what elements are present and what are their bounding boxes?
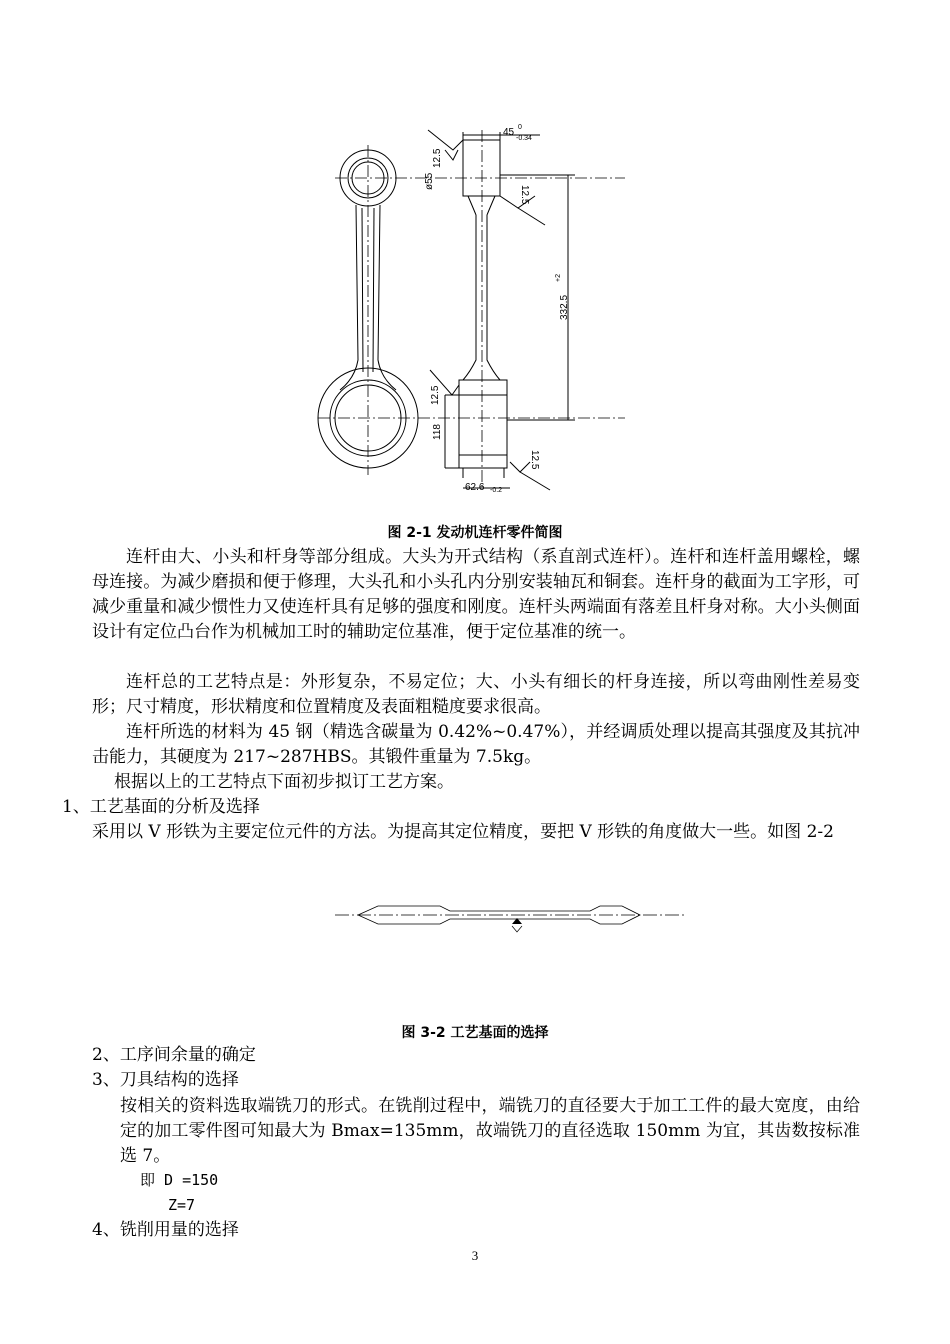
- dim-width-top: 45: [503, 127, 515, 138]
- paragraph-material: 连杆所选的材料为 45 钢（精选含碳量为 0.42%~0.47%），并经调质处理以提高其强度及其抗冲击能力，其硬度为 217~287HBS。其锻件重量为 7.5kg。: [92, 722, 860, 767]
- dim-width-bottom-tol: -0.2: [490, 487, 503, 494]
- section-3-body: 按相关的资料选取端铣刀的形式。在铣削过程中，端铣刀的直径要大于加工工件的最大宽度，由给定的加工零件图可知最大为 Bmax=135mm，故端铣刀的直径选取 150mm 为宜，其齿数按标准选 7。: [120, 1096, 860, 1166]
- equation-diameter: 即 D =150: [140, 1171, 219, 1189]
- dim-width-top-tol: 0: [518, 124, 522, 131]
- page-number: 3: [471, 1248, 479, 1263]
- dim-width-bottom: 62.6: [465, 482, 485, 493]
- dim-diameter: ø55: [424, 172, 435, 190]
- roughness-label-1: 12.5: [432, 148, 443, 168]
- equation-teeth: Z=7: [168, 1196, 196, 1214]
- roughness-label-4: 12.5: [529, 450, 540, 470]
- section-1-body: 采用以 V 形铁为主要定位元件的方法。为提高其定位精度，要把 V 形铁的角度做大一些。如图 2-2: [92, 822, 834, 842]
- figure-1-caption: 图 2-1 发动机连杆零件简图: [387, 525, 563, 541]
- dim-height: 118: [432, 424, 443, 440]
- roughness-label-2: 12.5: [519, 185, 530, 205]
- connecting-rod-drawing: [300, 120, 650, 505]
- section-1-title: 1、工艺基面的分析及选择: [62, 797, 260, 817]
- v-block-locating-diagram: [330, 895, 690, 940]
- paragraph-structure: 连杆由大、小头和杆身等部分组成。大头为开式结构（系直剖式连杆）。连杆和连杆盖用螺栓，螺母连接。为减少磨损和便于修理，大头孔和小头孔内分别安装轴瓦和铜套。连杆身的截面为工字形，可减少重量和减少惯性力又使连杆具有足够的强度和刚度。连杆头两端面有落差且杆身对称。大小头侧面设计有定位凸台作为机械加工时的辅助定位基准，便于定位基准的统一。: [92, 547, 860, 642]
- section-4-title: 4、铣削用量的选择: [92, 1220, 239, 1240]
- paragraph-process-features: 连杆总的工艺特点是：外形复杂，不易定位；大、小头有细长的杆身连接，所以弯曲刚性差易变形；尺寸精度，形状精度和位置精度及表面粗糙度要求很高。: [92, 672, 860, 717]
- section-3-title: 3、刀具结构的选择: [92, 1070, 239, 1090]
- dim-width-top-tol-low: -0.34: [516, 135, 532, 142]
- dim-length: 332.5: [559, 294, 570, 320]
- figure-2-caption: 图 3-2 工艺基面的选择: [401, 1025, 549, 1041]
- section-2-title: 2、工序间余量的确定: [92, 1045, 256, 1065]
- paragraph-plan-intro: 根据以上的工艺特点下面初步拟订工艺方案。: [114, 772, 454, 792]
- roughness-label-3: 12.5: [430, 385, 441, 405]
- dim-length-tol: +2: [555, 274, 562, 282]
